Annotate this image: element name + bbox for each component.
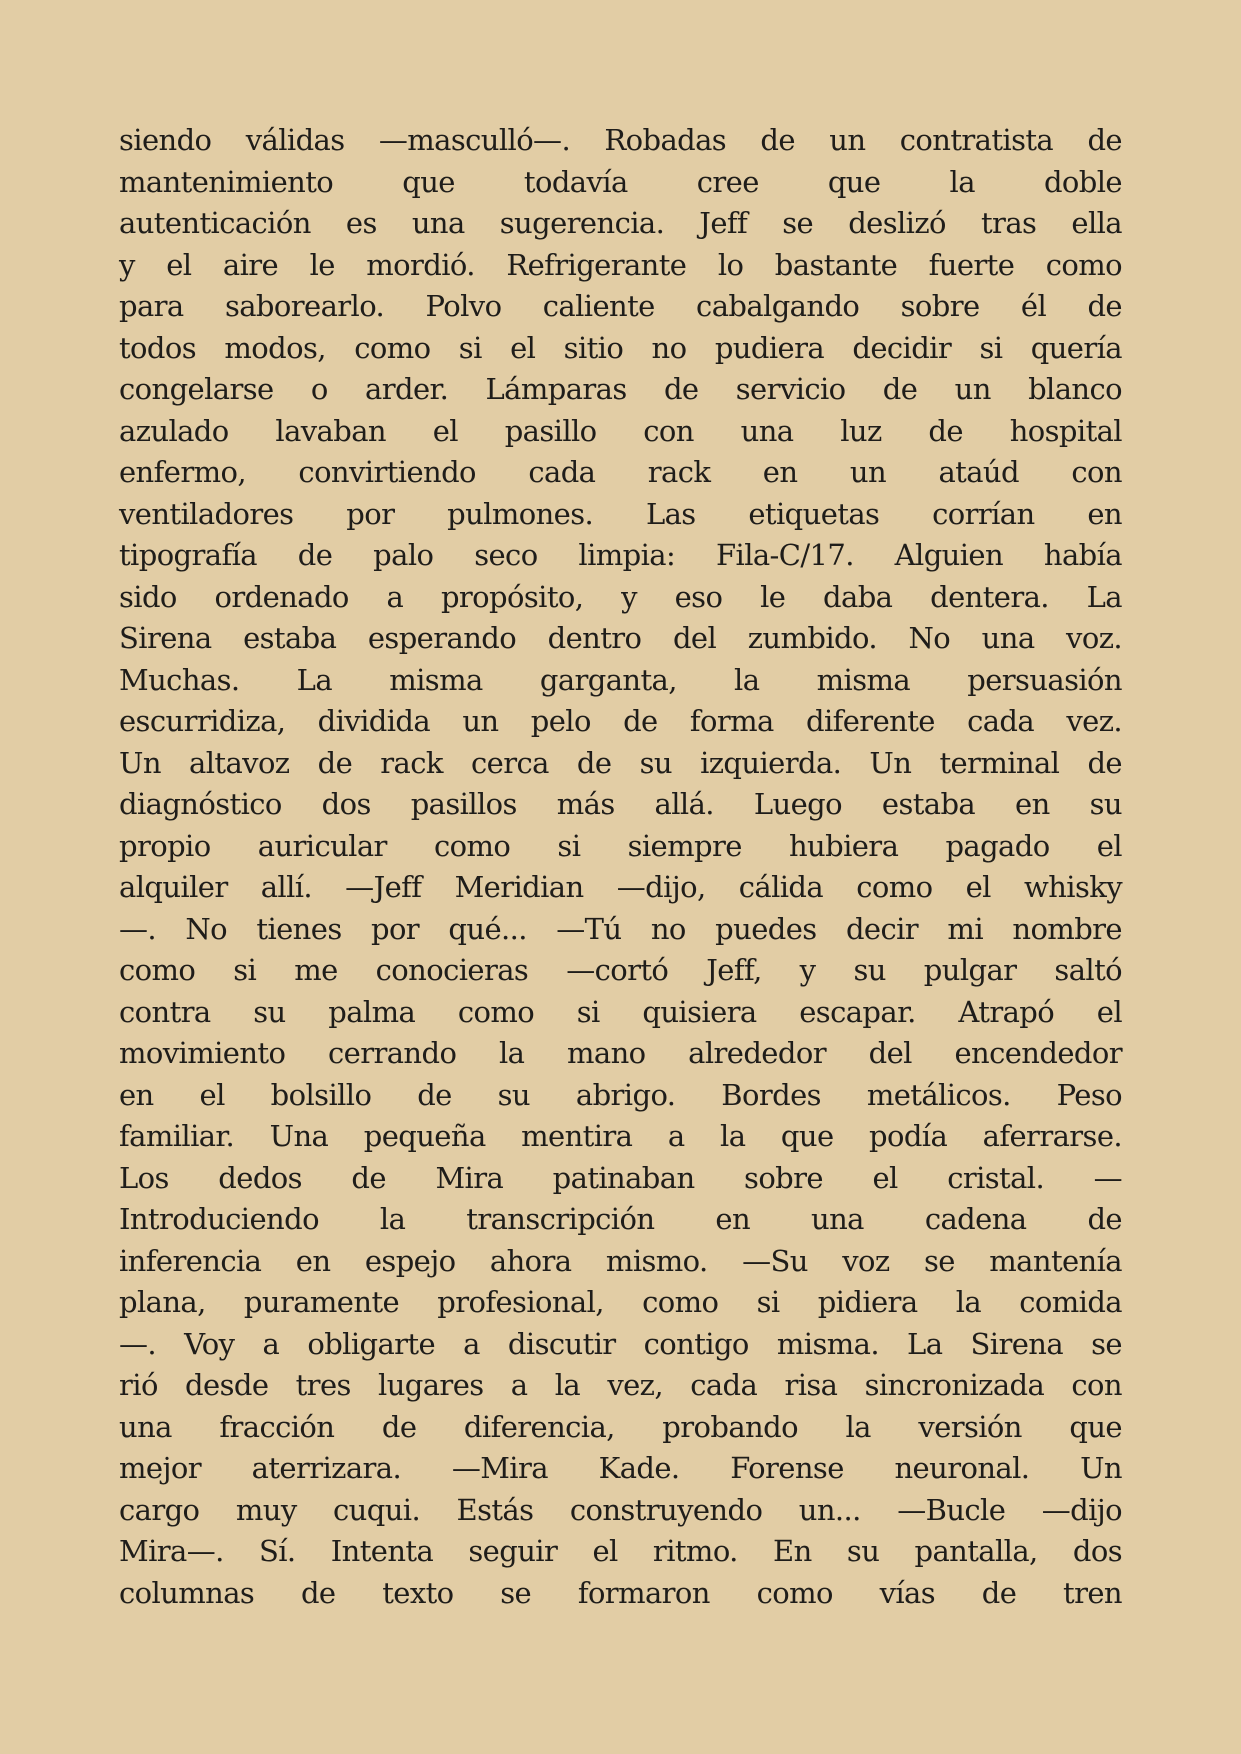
- text-line: como si me conocieras —cortó Jeff, y su pulgar saltó: [119, 953, 1122, 987]
- text-line: Muchas. La misma garganta, la misma persuasión: [119, 662, 1122, 697]
- text-line: alquiler allí. —Jeff Meridian —dijo, cálida como el whisky: [119, 870, 1122, 904]
- text-line: Introduciendo la transcripción en una cadena de: [119, 1202, 1122, 1236]
- text-line: inferencia en espejo ahora mismo. —Su voz se mantenía: [119, 1243, 1122, 1278]
- text-line: ventiladores por pulmones. Las etiquetas corrían en: [119, 496, 1122, 531]
- text-line: y el aire le mordió. Refrigerante lo bastante fuerte como: [119, 247, 1122, 282]
- text-line: Un altavoz de rack cerca de su izquierda. Un terminal de: [119, 745, 1122, 780]
- text-line: mantenimiento que todavía cree que la doble: [119, 164, 1122, 199]
- text-line: Los dedos de Mira patinaban sobre el cristal. —: [119, 1160, 1122, 1195]
- text-line: Mira—. Sí. Intenta seguir el ritmo. En su pantalla, dos: [119, 1534, 1122, 1568]
- text-line: mejor aterrizara. —Mira Kade. Forense neuronal. Un: [119, 1451, 1122, 1485]
- text-line: —. No tienes por qué... —Tú no puedes decir mi nombre: [119, 911, 1122, 946]
- text-line: contra su palma como si quisiera escapar. Atrapó el: [119, 994, 1122, 1029]
- text-line: —. Voy a obligarte a discutir contigo misma. La Sirena se: [119, 1326, 1122, 1361]
- text-line: columnas de texto se formaron como vías de tren: [119, 1575, 1122, 1610]
- text-line: congelarse o arder. Lámparas de servicio de un blanco: [119, 372, 1122, 406]
- text-line: enfermo, convirtiendo cada rack en un ataúd con: [119, 455, 1122, 489]
- body-text: [119, 120, 1122, 1614]
- text-line: rió desde tres lugares a la vez, cada risa sincronizada con: [119, 1368, 1122, 1402]
- text-line: Sirena estaba esperando dentro del zumbido. No una voz.: [119, 621, 1122, 655]
- text-line: diagnóstico dos pasillos más allá. Luego estaba en su: [119, 787, 1122, 821]
- text-line: propio auricular como si siempre hubiera pagado el: [119, 828, 1122, 863]
- text-line: azulado lavaban el pasillo con una luz de hospital: [119, 413, 1122, 448]
- text-line: movimiento cerrando la mano alrededor del encendedor: [119, 1036, 1122, 1070]
- text-line: una fracción de diferencia, probando la versión que: [119, 1409, 1122, 1444]
- text-line: cargo muy cuqui. Estás construyendo un... —Bucle —dijo: [119, 1492, 1122, 1527]
- text-line: para saborearlo. Polvo caliente cabalgando sobre él de: [119, 289, 1122, 323]
- text-line: todos modos, como si el sitio no pudiera decidir si quería: [119, 330, 1122, 365]
- text-line: siendo válidas —masculló—. Robadas de un contratista de: [119, 123, 1122, 157]
- text-line: sido ordenado a propósito, y eso le daba dentera. La: [119, 579, 1122, 614]
- text-line: en el bolsillo de su abrigo. Bordes metálicos. Peso: [119, 1077, 1122, 1112]
- text-line: plana, puramente profesional, como si pidiera la comida: [119, 1285, 1122, 1319]
- text-line: tipografía de palo seco limpia: Fila-C/17. Alguien había: [119, 538, 1122, 572]
- text-line: escurridiza, dividida un pelo de forma diferente cada vez.: [119, 704, 1122, 738]
- text-line: familiar. Una pequeña mentira a la que podía aferrarse.: [119, 1119, 1122, 1153]
- text-line: autenticación es una sugerencia. Jeff se deslizó tras ella: [119, 206, 1122, 240]
